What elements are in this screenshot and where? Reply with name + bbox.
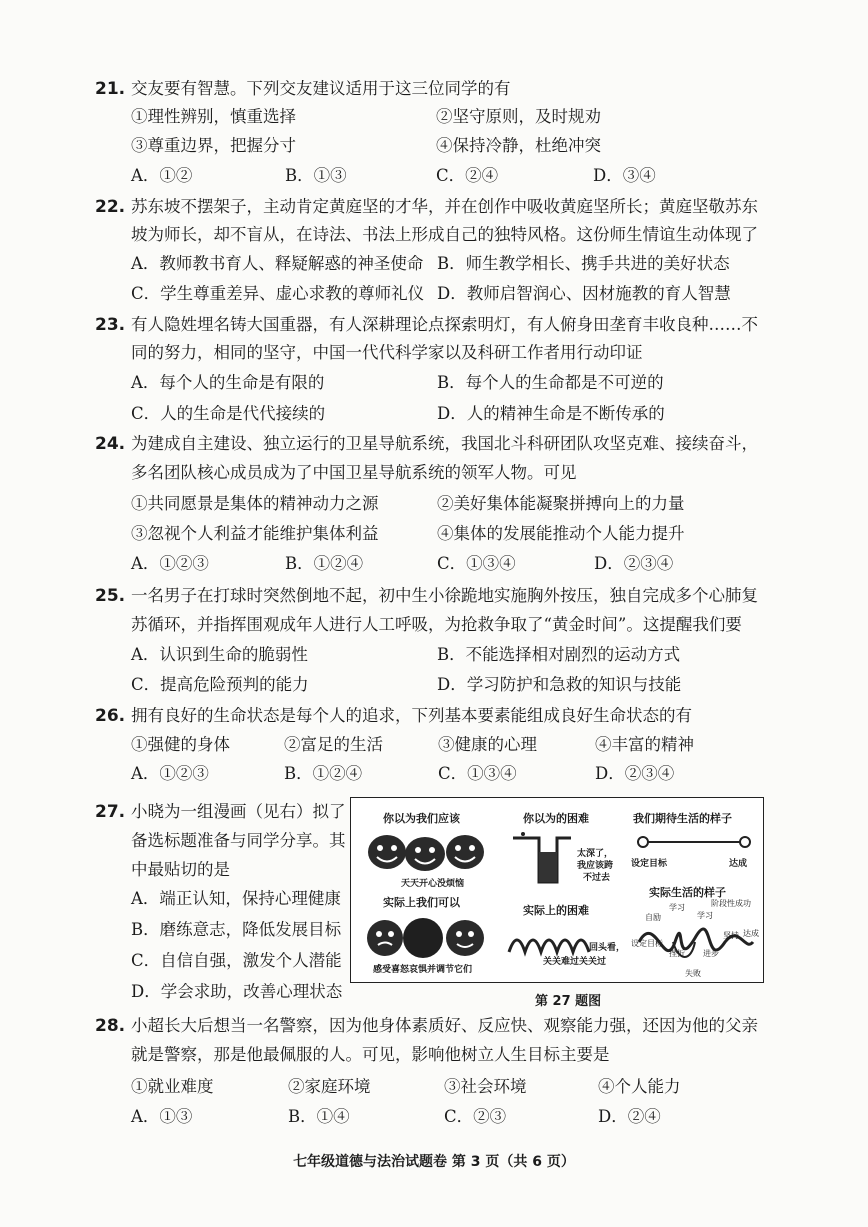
- choice-b[interactable]: B．不能选择相对剧烈的运动方式: [437, 645, 681, 664]
- statement: ②美好集体能凝聚拼搏向上的力量: [437, 494, 685, 513]
- figure-label: 第 27 题图: [535, 994, 602, 1009]
- statement: ①强健的身体: [131, 735, 230, 754]
- choice-d[interactable]: D．②④: [598, 1107, 661, 1126]
- statement: ②坚守原则，及时规劝: [436, 107, 601, 126]
- choice-c[interactable]: C．自信自强，激发个人潜能: [131, 951, 342, 970]
- statement: ④丰富的精神: [595, 735, 694, 754]
- path-label: 设定目标: [631, 939, 663, 948]
- question-stem: 拥有良好的生命状态是每个人的追求，下列基本要素能组成良好生命状态的有: [131, 706, 692, 725]
- path-label: 学习: [697, 911, 713, 920]
- question-number: 28.: [95, 1016, 126, 1036]
- choice-a[interactable]: A．教师教书育人、释疑解惑的神圣使命: [131, 254, 424, 273]
- panel-title: 实际上我们可以: [383, 896, 460, 909]
- question-stem: 多名团队核心成员成为了中国卫星导航系统的领军人物。可见: [131, 463, 577, 482]
- statement: ③健康的心理: [438, 735, 537, 754]
- page-footer: 七年级道德与法治试题卷 第 3 页（共 6 页）: [293, 1154, 575, 1170]
- panel-title: 实际上的困难: [523, 904, 589, 917]
- statement: ②富足的生活: [284, 735, 383, 754]
- question-stem: 同的努力，相同的坚守，中国一代代科学家以及科研工作者用行动印证: [131, 343, 643, 362]
- statement: ①共同愿景是集体的精神动力之源: [131, 494, 379, 513]
- path-label: 达成: [729, 859, 748, 869]
- question-number: 22.: [95, 197, 126, 217]
- choice-a[interactable]: A．①②③: [131, 554, 209, 573]
- choice-d[interactable]: D．人的精神生命是不断传承的: [437, 404, 665, 423]
- statement: ③社会环境: [444, 1077, 527, 1096]
- comic-figure: [350, 797, 764, 983]
- choice-d[interactable]: D．教师启智润心、因材施教的育人智慧: [437, 284, 731, 303]
- choice-a[interactable]: A．①③: [131, 1107, 193, 1126]
- speech-text: 关关难过关关过: [543, 957, 607, 967]
- speech-text: 我应该跨: [577, 861, 614, 871]
- question-stem: 一名男子在打球时突然倒地不起，初中生小徐跪地实施胸外按压，独自完成多个心肺复: [131, 586, 758, 605]
- choice-a[interactable]: A．①②③: [131, 764, 209, 783]
- statement: ②家庭环境: [288, 1077, 371, 1096]
- speech-text: 回头看，: [589, 943, 626, 953]
- path-label: 阶段性成功: [711, 899, 751, 908]
- speech-text: 不过去: [583, 873, 611, 883]
- choice-c[interactable]: C．①③④: [437, 554, 516, 573]
- choice-b[interactable]: B．每个人的生命都是不可逆的: [437, 373, 664, 392]
- path-label: 挫折: [669, 949, 685, 958]
- question-stem: 苏东坡不摆架子，主动肯定黄庭坚的才华，并在创作中吸收黄庭坚所长；黄庭坚敬苏东: [131, 197, 758, 216]
- choice-c[interactable]: C．②③: [444, 1107, 507, 1126]
- choice-a[interactable]: A．认识到生命的脆弱性: [131, 645, 308, 664]
- path-label: 自励: [645, 913, 661, 922]
- speech-text: 太深了，: [577, 849, 614, 859]
- choice-c[interactable]: C．提高危险预判的能力: [131, 675, 309, 694]
- choice-a[interactable]: A．①②: [131, 166, 193, 185]
- path-label: 学习: [669, 903, 685, 912]
- choice-b[interactable]: B．师生教学相长、携手共进的美好状态: [437, 254, 730, 273]
- choice-b[interactable]: B．①④: [288, 1107, 350, 1126]
- choice-b[interactable]: B．①②④: [284, 764, 363, 783]
- question-number: 21.: [95, 79, 126, 99]
- choice-d[interactable]: D．②③④: [595, 764, 675, 783]
- path-label: 达成: [743, 929, 759, 938]
- question-stem: 中最贴切的是: [131, 860, 230, 879]
- panel-title: 你以为的困难: [523, 812, 589, 825]
- straight-path-illustration: [635, 830, 755, 854]
- statement: ③忽视个人利益才能维护集体利益: [131, 524, 379, 543]
- choice-c[interactable]: C．学生尊重差异、虚心求教的尊师礼仪: [131, 284, 425, 303]
- question-number: 23.: [95, 315, 126, 335]
- question-stem: 就是警察，那是他最佩服的人。可见，影响他树立人生目标主要是: [131, 1045, 610, 1064]
- choice-c[interactable]: C．人的生命是代代接续的: [131, 404, 326, 423]
- smiling-faces-illustration: [365, 830, 495, 874]
- choice-d[interactable]: D．②③④: [594, 554, 674, 573]
- statement: ①就业难度: [131, 1077, 214, 1096]
- statement: ④集体的发展能推动个人能力提升: [437, 524, 685, 543]
- question-stem: 备选标题准备与同学分享。其: [131, 831, 346, 850]
- path-label: 失败: [685, 969, 701, 978]
- panel-caption: 天天开心没烦恼: [401, 879, 465, 889]
- choice-d[interactable]: D．学会求助，改善心理状态: [131, 982, 343, 1001]
- choice-d[interactable]: D．③④: [593, 166, 656, 185]
- panel-caption: 感受喜怒哀惧并调节它们: [373, 965, 473, 975]
- panel-title: 我们期待生活的样子: [633, 812, 732, 825]
- question-number: 24.: [95, 434, 126, 454]
- question-number: 26.: [95, 706, 126, 726]
- question-number: 27.: [95, 802, 126, 822]
- choice-c[interactable]: C．②④: [436, 166, 499, 185]
- question-stem: 有人隐姓埋名铸大国重器，有人深耕理论点探索明灯，有人俯身田垄育丰收良种……不: [131, 315, 758, 334]
- panel-title: 实际生活的样子: [649, 886, 726, 899]
- choice-d[interactable]: D．学习防护和急救的知识与技能: [437, 675, 682, 694]
- path-label: 进步: [703, 949, 719, 958]
- emotion-faces-illustration: [365, 914, 495, 960]
- choice-b[interactable]: B．①③: [285, 166, 347, 185]
- question-stem: 坡为师长，却不盲从，在诗法、书法上形成自己的独特风格。这份师生情谊生动体现了: [131, 225, 758, 244]
- choice-b[interactable]: B．磨练意志，降低发展目标: [131, 920, 342, 939]
- statement: ④个人能力: [598, 1077, 681, 1096]
- question-stem: 苏循环，并指挥围观成年人进行人工呼吸，为抢救争取了“黄金时间”。这提醒我们要: [131, 615, 742, 634]
- path-label: 设定目标: [631, 859, 668, 869]
- question-stem: 为建成自主建设、独立运行的卫星导航系统，我国北斗科研团队攻坚克难、接续奋斗，: [131, 434, 758, 453]
- statement: ④保持冷静，杜绝冲突: [436, 136, 601, 155]
- choice-a[interactable]: A．端正认知，保持心理健康: [131, 889, 341, 908]
- question-stem: 交友要有智慧。下列交友建议适用于这三位同学的有: [131, 79, 511, 98]
- path-label: 坚持: [723, 931, 739, 940]
- question-number: 25.: [95, 586, 126, 606]
- question-stem: 小超长大后想当一名警察，因为他身体素质好、反应快、观察能力强，还因为他的父亲: [131, 1016, 758, 1035]
- panel-title: 你以为我们应该: [383, 812, 460, 825]
- choice-a[interactable]: A．每个人的生命是有限的: [131, 373, 325, 392]
- statement: ③尊重边界，把握分寸: [131, 136, 296, 155]
- choice-c[interactable]: C．①③④: [438, 764, 517, 783]
- question-stem: 小晓为一组漫画（见右）拟了: [131, 802, 346, 821]
- choice-b[interactable]: B．①②④: [285, 554, 364, 573]
- statement: ①理性辨别，慎重选择: [131, 107, 296, 126]
